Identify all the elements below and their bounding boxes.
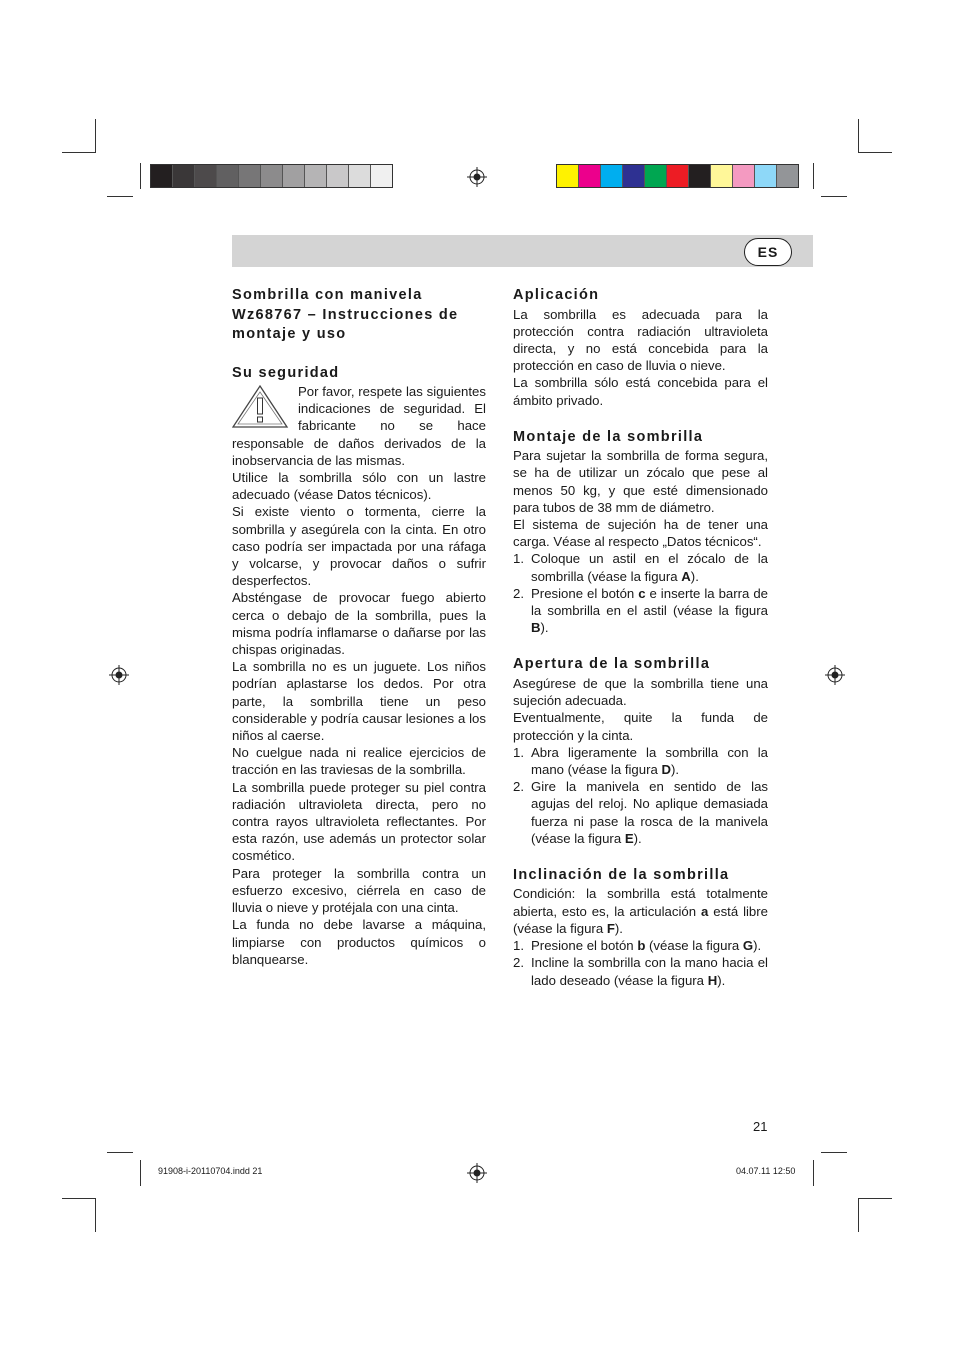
crop-mark — [813, 1160, 814, 1186]
color-swatch — [623, 165, 645, 187]
document-title — [232, 286, 486, 345]
title-line: Wz68767 – Instrucciones de — [232, 306, 459, 323]
list-item: 2. Presione el botón c e inserte la barra de la sombrilla en el astil (véase la figura B). — [513, 585, 768, 636]
paragraph: Asegúrese de que la sombrilla tiene una sujeción adecuada. — [513, 675, 768, 709]
color-swatch — [261, 165, 283, 187]
color-swatch — [151, 165, 173, 187]
crop-mark — [140, 1160, 141, 1186]
list-item: 1. Abra ligeramente la sombrilla con la mano (véase la figura D). — [513, 744, 768, 777]
title-line: montaje y uso — [232, 326, 347, 342]
paragraph: Si existe viento o tormenta, cierre la sombrilla y asegúrela con la cinta. En otro caso podría ser impactada por una ráfaga y volcarse, y provocar daños o sufrir desperfectos. — [232, 504, 486, 589]
registration-mark-icon — [109, 665, 129, 685]
crop-mark — [107, 196, 133, 197]
color-swatch — [689, 165, 711, 187]
language-badge: ES — [744, 238, 792, 266]
color-swatch — [667, 165, 689, 187]
paragraph: La sombrilla sólo está concebida para el ámbito privado. — [513, 375, 768, 408]
crop-mark — [107, 1152, 133, 1153]
crop-mark — [62, 1198, 96, 1199]
tilt-steps — [513, 937, 768, 989]
paragraph: Por favor, respete las siguientes indicaciones de seguridad. El fabricante no se hace responsable de daños derivados de la inobservancia de las mismas. — [232, 384, 486, 468]
color-swatch — [733, 165, 755, 187]
list-item: 2. Gire la manivela en sentido de las agujas del reloj. No aplique demasiada fuerza ni pase la rosca de la manivela (véase la figura E). — [513, 779, 768, 846]
color-swatch — [777, 165, 798, 187]
paragraph: No cuelgue nada ni realice ejercicios de tracción en las traviesas de la sombrilla. — [232, 745, 486, 778]
color-swatch — [601, 165, 623, 187]
color-swatch — [283, 165, 305, 187]
warning-triangle-icon — [232, 383, 292, 429]
color-swatch — [645, 165, 667, 187]
page-number: 21 — [753, 1119, 768, 1134]
color-swatch — [349, 165, 371, 187]
paragraph: Utilice la sombrilla sólo con un lastre adecuado (véase Datos técnicos). — [232, 470, 486, 503]
footer-date: 04.07.11 12:50 — [736, 1166, 796, 1176]
crop-mark — [858, 119, 859, 153]
crop-mark — [62, 152, 96, 153]
left-column — [232, 286, 486, 968]
color-swatch — [217, 165, 239, 187]
crop-mark — [95, 119, 96, 153]
color-swatch — [557, 165, 579, 187]
paragraph: Para sujetar la sombrilla de forma segura, se ha de utilizar un zócalo que pese al menos 50 kg, y que esté dimensionado para tubos de 38 mm de diámetro. — [513, 448, 768, 515]
crop-mark — [813, 163, 814, 189]
title-line: Sombrilla con manivela — [232, 287, 423, 303]
registration-mark-icon — [825, 665, 845, 685]
crop-mark — [858, 1198, 892, 1199]
right-column — [513, 286, 768, 989]
color-swatch — [239, 165, 261, 187]
color-swatch — [371, 165, 392, 187]
assembly-steps — [513, 550, 768, 636]
cmyk-color-bar — [556, 164, 799, 188]
paragraph: Condición: la sombrilla está totalmente abierta, esto es, la articulación a está libre (véase la figura F). — [513, 886, 768, 936]
color-swatch — [327, 165, 349, 187]
list-item: 1. Presione el botón b (véase la figura G). — [513, 938, 762, 954]
crop-mark — [821, 1152, 847, 1153]
crop-mark — [140, 163, 141, 189]
header-bar — [232, 235, 813, 267]
opening-steps — [513, 744, 768, 847]
color-swatch — [711, 165, 733, 187]
color-swatch — [305, 165, 327, 187]
list-item: 2. Incline la sombrilla con la mano hacia el lado deseado (véase la figura H). — [513, 955, 768, 988]
gray-color-bar — [150, 164, 393, 188]
crop-mark — [95, 1198, 96, 1232]
tilt-heading: Inclinación de la sombrilla — [513, 866, 730, 883]
safety-heading: Su seguridad — [232, 364, 340, 381]
color-swatch — [195, 165, 217, 187]
color-swatch — [579, 165, 601, 187]
registration-mark-icon — [467, 1163, 487, 1183]
opening-heading: Apertura de la sombrilla — [513, 656, 711, 673]
paragraph: Para proteger la sombrilla contra un esfuerzo excesivo, ciérrela en caso de lluvia o nieve y protéjala con una cinta. — [232, 865, 486, 916]
application-heading: Aplicación — [513, 287, 600, 303]
paragraph: Absténgase de provocar fuego abierto cerca o debajo de la sombrilla, pues la misma podría inflamarse o dañarse por las chispas originadas. — [232, 590, 486, 658]
color-swatch — [755, 165, 777, 187]
paragraph: Eventualmente, quite la funda de protección y la cinta. — [513, 710, 768, 743]
paragraph: El sistema de sujeción ha de tener una carga. Véase al respecto „Datos técnicos“. — [513, 517, 768, 550]
paragraph: La funda no debe lavarse a máquina, limpiarse con productos químicos o blanquearse. — [232, 917, 486, 967]
crop-mark — [821, 196, 847, 197]
crop-mark — [858, 1198, 859, 1232]
assembly-heading: Montaje de la sombrilla — [513, 428, 704, 445]
color-swatch — [173, 165, 195, 187]
registration-mark-icon — [467, 167, 487, 187]
paragraph: La sombrilla puede proteger su piel contra radiación ultravioleta directa, pero no contra rayos ultravioleta reflectantes. Por esta razón, use además un protector solar cosmético. — [232, 779, 486, 864]
crop-mark — [858, 152, 892, 153]
list-item: 1. Coloque un astil en el zócalo de la sombrilla (véase la figura A). — [513, 551, 768, 584]
paragraph: La sombrilla no es un juguete. Los niños podrían aplastarse los dedos. Por otra parte, la sombrilla tiene un peso considerable y podría causar lesiones a los niños al caerse. — [232, 659, 486, 744]
paragraph: La sombrilla es adecuada para la protección contra radiación ultravioleta directa, y no está concebida para la protección en caso de lluvia o nieve. — [513, 306, 768, 374]
footer-filename: 91908-i-20110704.indd 21 — [158, 1166, 263, 1176]
